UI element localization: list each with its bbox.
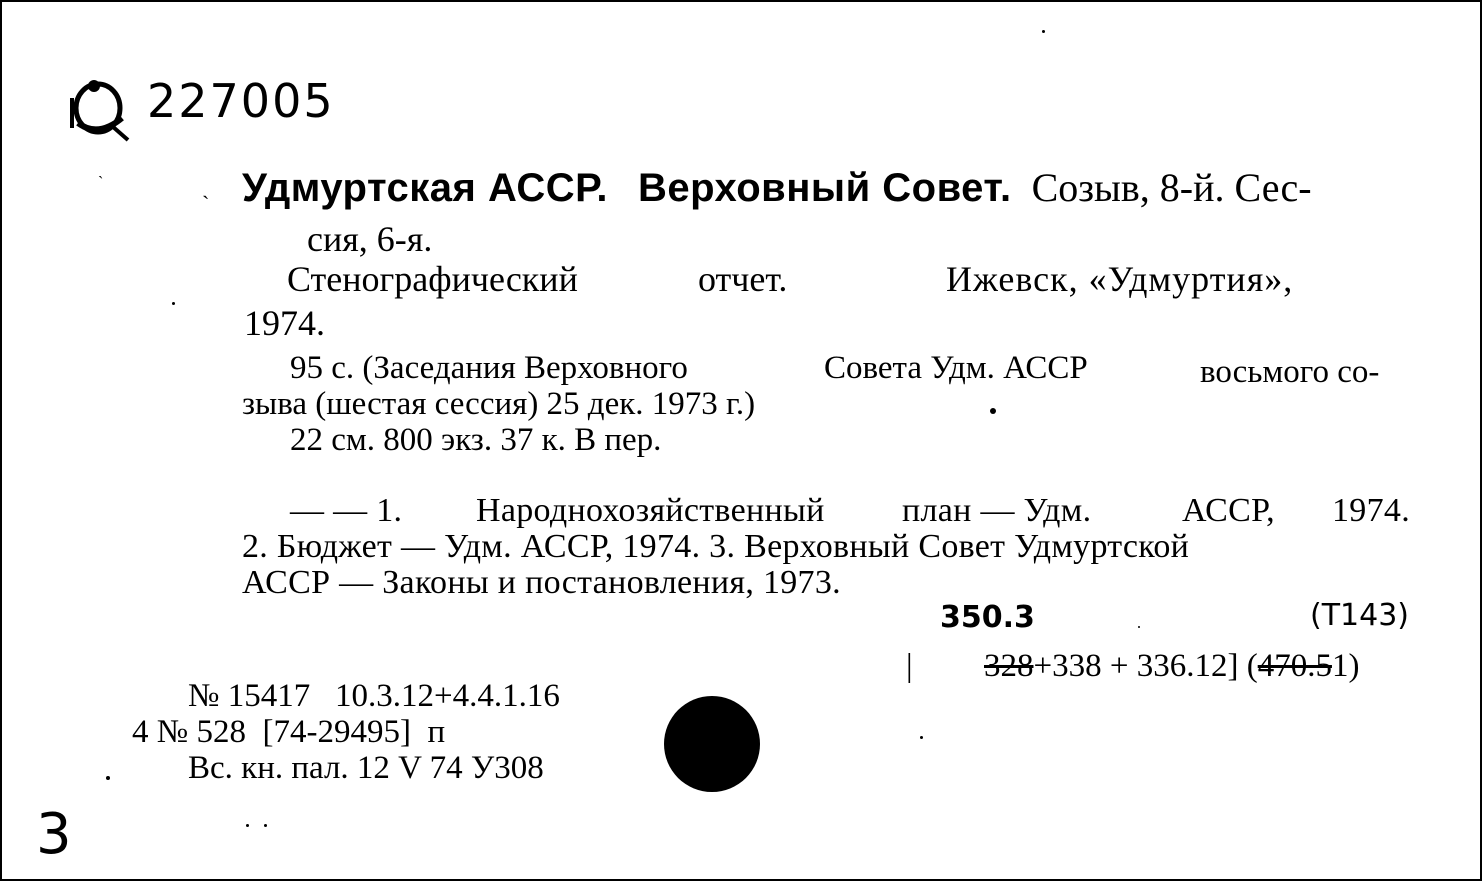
subjects-line3: АССР — Законы и постановления, 1973. <box>242 564 841 601</box>
speck <box>920 736 923 739</box>
classification-a: 328 <box>984 648 1034 684</box>
classification-struck: 470.5 <box>1257 648 1332 684</box>
heading-convocation: Созыв, 8-й. Сес- <box>1031 165 1312 210</box>
subjects-line1c: план — Удм. <box>902 492 1092 529</box>
tick-mark: ˎ <box>202 174 210 199</box>
place-publisher: Ижевск, «Удмуртия», <box>946 259 1294 299</box>
subjects-line1a: — — 1. <box>290 492 403 529</box>
speck <box>264 824 267 827</box>
collation-line1b: Совета Удм. АССР <box>824 350 1088 386</box>
collation-line1a: 95 с. (Заседания Верховного <box>290 350 688 386</box>
heading-author: Удмуртская АССР. <box>242 166 608 210</box>
title-part1: Стенографический <box>287 259 578 299</box>
classification-bracket: | <box>906 648 913 684</box>
subjects-line1b: Народнохозяйственный <box>476 492 825 529</box>
speck <box>246 824 249 827</box>
handwritten-class-number: 350.3 <box>940 600 1035 635</box>
title-part2: отчет. <box>698 259 788 299</box>
classification-index <box>984 648 1359 685</box>
registration-line3: Вс. кн. пал. 12 V 74 У308 <box>188 750 544 786</box>
heading-line2: сия, 6-я. <box>307 219 433 259</box>
speck <box>106 776 110 780</box>
collation-line1c: восьмого со- <box>1200 354 1380 390</box>
publication-year: 1974. <box>244 303 325 343</box>
tick-mark: ˎ <box>98 162 104 179</box>
corner-mark: 3 <box>36 802 72 867</box>
subjects-line2: 2. Бюджет — Удм. АССР, 1974. 3. Верховный Совет Удмуртской <box>242 528 1190 565</box>
heading-line1 <box>242 164 1312 211</box>
classification-b: +338 + 336.12] ( <box>1033 648 1258 684</box>
handwritten-code: (Т143) <box>1310 598 1409 633</box>
collation-line2: зыва (шестая сессия) 25 дек. 1973 г.) <box>242 386 756 422</box>
speck <box>172 302 175 305</box>
subjects-line1e: 1974. <box>1332 492 1410 529</box>
classification-c: 1) <box>1331 648 1360 684</box>
registration-line2: 4 № 528 [74-29495] п <box>132 714 446 750</box>
speck <box>1138 626 1140 628</box>
heading-body: Верховный Совет. <box>637 166 1012 210</box>
speck <box>1042 30 1045 33</box>
punch-hole <box>664 696 760 792</box>
card-number: 227005 <box>147 74 335 128</box>
collation-line3: 22 см. 800 экз. 37 к. В пер. <box>290 422 662 458</box>
subjects-line1d: АССР, <box>1182 492 1275 529</box>
stamp-icon <box>64 68 136 148</box>
speck <box>990 408 996 414</box>
registration-line1: № 15417 10.3.12+4.4.1.16 <box>188 678 560 714</box>
